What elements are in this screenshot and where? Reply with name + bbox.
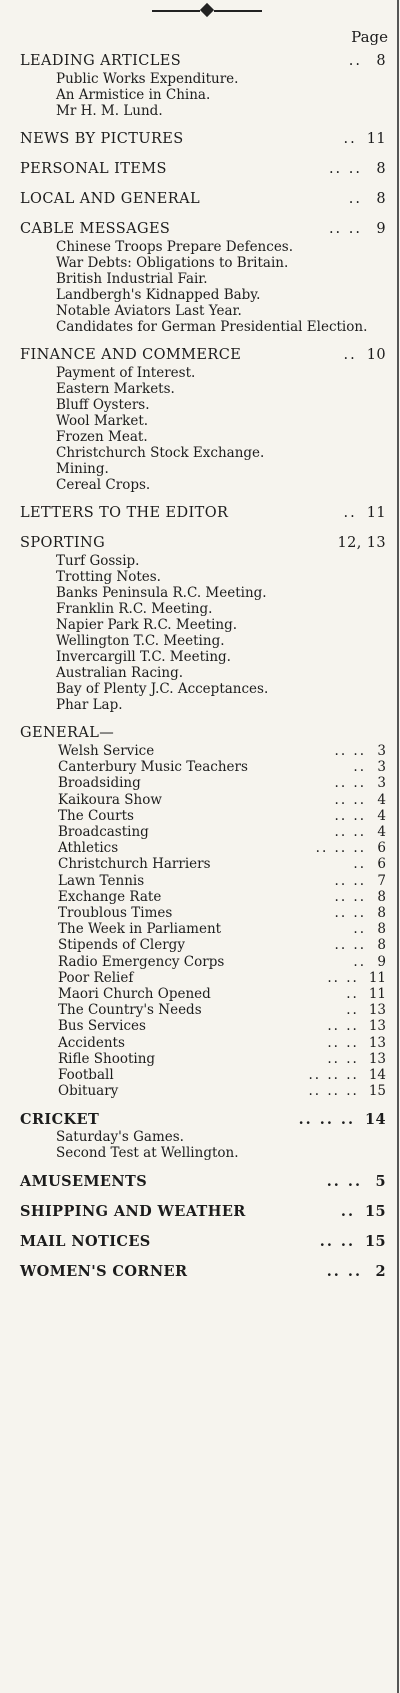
article-item[interactable]: Phar Lap. bbox=[56, 697, 123, 713]
item-title: Troublous Times bbox=[58, 905, 173, 922]
leader-dots: .. bbox=[348, 191, 362, 207]
page-number: 9 bbox=[376, 221, 386, 237]
article-item[interactable]: Wool Market. bbox=[56, 413, 149, 429]
leader-dots: .. .. bbox=[328, 221, 362, 237]
section-title: CABLE MESSAGES bbox=[20, 221, 171, 237]
page-number: 2 bbox=[375, 1263, 386, 1281]
general-item[interactable] bbox=[58, 1067, 386, 1083]
general-item[interactable] bbox=[58, 873, 386, 889]
leader-dots: .. .. bbox=[334, 807, 366, 824]
upper-sections bbox=[20, 52, 386, 713]
article-item[interactable]: Notable Aviators Last Year. bbox=[56, 303, 242, 319]
page-number: 15 bbox=[368, 1083, 386, 1100]
item-title: Kaikoura Show bbox=[58, 791, 162, 808]
section-heading[interactable] bbox=[20, 1172, 386, 1191]
leader-dots: .. bbox=[343, 347, 357, 363]
article-item[interactable]: Second Test at Wellington. bbox=[56, 1145, 239, 1162]
page-number: 15 bbox=[365, 1233, 386, 1251]
general-item[interactable] bbox=[58, 808, 386, 824]
general-item[interactable] bbox=[58, 1018, 386, 1034]
leader-dots: .. .. bbox=[334, 824, 366, 841]
general-item[interactable] bbox=[58, 775, 386, 791]
toc-section bbox=[20, 1110, 386, 1161]
section-title: FINANCE AND COMMERCE bbox=[20, 347, 242, 363]
item-title: Rifle Shooting bbox=[58, 1050, 156, 1067]
section-heading[interactable] bbox=[20, 346, 386, 365]
leader-dots: .. .. bbox=[319, 1233, 356, 1251]
page-number: 11 bbox=[368, 969, 386, 986]
article-item[interactable]: Wellington T.C. Meeting. bbox=[56, 633, 225, 649]
section-heading[interactable] bbox=[20, 190, 386, 209]
leader-dots: .. .. bbox=[327, 1018, 359, 1035]
leader-dots: .. bbox=[343, 505, 357, 521]
general-item[interactable] bbox=[58, 840, 386, 856]
leader-dots: .. .. .. bbox=[315, 840, 366, 857]
page-number: 11 bbox=[366, 505, 386, 521]
leader-dots: .. .. bbox=[326, 1173, 362, 1191]
article-item[interactable]: Bay of Plenty J.C. Acceptances. bbox=[56, 681, 269, 697]
leader-dots: .. bbox=[353, 921, 366, 938]
article-item[interactable]: Chinese Troops Prepare Defences. bbox=[56, 239, 294, 255]
leader-dots: .. .. bbox=[334, 743, 366, 759]
header-ornament bbox=[152, 4, 262, 18]
leader-dots: .. bbox=[343, 131, 357, 147]
item-title: Athletics bbox=[58, 840, 119, 857]
article-item[interactable]: Mr H. M. Lund. bbox=[56, 103, 163, 119]
lower-sections bbox=[20, 1110, 386, 1281]
leader-dots: .. .. .. bbox=[308, 1067, 359, 1084]
leader-dots: .. .. bbox=[334, 937, 366, 954]
page-number: 15 bbox=[365, 1203, 386, 1221]
section-heading[interactable] bbox=[20, 1232, 386, 1251]
leader-dots: .. bbox=[353, 759, 366, 776]
page-number: 5 bbox=[375, 1173, 386, 1191]
section-title: MAIL NOTICES bbox=[20, 1233, 151, 1251]
general-item[interactable] bbox=[58, 1002, 386, 1018]
leader-dots: .. bbox=[340, 1203, 356, 1221]
general-list bbox=[20, 743, 386, 1099]
section-heading[interactable] bbox=[20, 534, 386, 553]
item-title: Radio Emergency Corps bbox=[58, 953, 225, 970]
article-item[interactable]: Mining. bbox=[56, 461, 109, 477]
item-title: Welsh Service bbox=[58, 743, 155, 759]
article-item[interactable]: Payment of Interest. bbox=[56, 365, 196, 381]
leader-dots: .. bbox=[353, 953, 366, 970]
article-item[interactable]: Cereal Crops. bbox=[56, 477, 151, 493]
column-rule bbox=[397, 0, 399, 1693]
item-title: The Country's Needs bbox=[58, 1002, 202, 1019]
item-title: The Courts bbox=[58, 807, 134, 824]
page-number: 13 bbox=[368, 1002, 386, 1019]
general-item[interactable] bbox=[58, 1035, 386, 1051]
item-title: Maori Church Opened bbox=[58, 986, 211, 1003]
page-number: 13 bbox=[368, 1018, 386, 1035]
general-item[interactable] bbox=[58, 970, 386, 986]
general-item[interactable] bbox=[58, 759, 386, 775]
section-heading bbox=[20, 724, 386, 743]
leader-dots: .. .. bbox=[327, 1034, 359, 1051]
section-heading[interactable] bbox=[20, 1110, 386, 1129]
toc-section bbox=[20, 130, 386, 149]
section-heading[interactable] bbox=[20, 1202, 386, 1221]
page-number: 9 bbox=[377, 953, 386, 970]
article-item[interactable]: Frozen Meat. bbox=[56, 429, 148, 445]
leader-dots: .. .. bbox=[328, 161, 362, 177]
page-number: 8 bbox=[377, 921, 386, 938]
article-item[interactable]: War Debts: Obligations to Britain. bbox=[56, 255, 289, 271]
article-item[interactable]: Landbergh's Kidnapped Baby. bbox=[56, 287, 261, 303]
section-heading[interactable] bbox=[20, 52, 386, 71]
general-item[interactable] bbox=[58, 905, 386, 921]
article-item[interactable]: Napier Park R.C. Meeting. bbox=[56, 617, 238, 633]
page-number: 12, 13 bbox=[337, 535, 386, 551]
item-title: Broadcasting bbox=[58, 824, 149, 841]
general-item[interactable] bbox=[58, 1051, 386, 1067]
toc-section bbox=[20, 1172, 386, 1191]
article-item[interactable]: An Armistice in China. bbox=[56, 87, 211, 103]
section-title: LETTERS TO THE EDITOR bbox=[20, 505, 229, 521]
diamond-icon bbox=[200, 3, 214, 17]
table-of-contents bbox=[20, 52, 386, 1292]
toc-section bbox=[20, 190, 386, 209]
toc-section bbox=[20, 52, 386, 119]
article-item[interactable]: Christchurch Stock Exchange. bbox=[56, 445, 265, 461]
article-item[interactable]: Eastern Markets. bbox=[56, 381, 175, 397]
item-title: Exchange Rate bbox=[58, 888, 162, 905]
item-title: The Week in Parliament bbox=[58, 921, 222, 938]
section-heading[interactable] bbox=[20, 160, 386, 179]
page-number: 4 bbox=[377, 824, 386, 841]
article-item[interactable]: Candidates for German Presidential Election. bbox=[56, 319, 368, 335]
section-title: SHIPPING AND WEATHER bbox=[20, 1203, 246, 1221]
article-item[interactable]: Public Works Expenditure. bbox=[56, 71, 239, 87]
item-title: Christchurch Harriers bbox=[58, 856, 211, 873]
general-item[interactable] bbox=[58, 1083, 386, 1099]
general-item[interactable] bbox=[58, 954, 386, 970]
general-item[interactable] bbox=[58, 743, 386, 759]
section-title: PERSONAL ITEMS bbox=[20, 161, 167, 177]
general-item[interactable] bbox=[58, 824, 386, 840]
page-number: 8 bbox=[377, 888, 386, 905]
leader-dots: .. .. .. bbox=[298, 1111, 356, 1129]
section-title: SPORTING bbox=[20, 535, 106, 551]
page-number: 11 bbox=[368, 986, 386, 1003]
general-item[interactable] bbox=[58, 921, 386, 937]
page-number: 3 bbox=[377, 775, 386, 792]
leader-dots: .. bbox=[346, 1002, 359, 1019]
section-title: NEWS BY PICTURES bbox=[20, 131, 184, 147]
item-title: Obituary bbox=[58, 1083, 119, 1100]
article-item[interactable]: Bluff Oysters. bbox=[56, 397, 150, 413]
page-number: 13 bbox=[368, 1034, 386, 1051]
page-column-label: Page bbox=[351, 28, 388, 46]
page-number: 4 bbox=[377, 807, 386, 824]
toc-section bbox=[20, 1262, 386, 1281]
item-title: Canterbury Music Teachers bbox=[58, 759, 248, 776]
section-title: LOCAL AND GENERAL bbox=[20, 191, 200, 207]
section-heading[interactable] bbox=[20, 1262, 386, 1281]
leader-dots: .. bbox=[353, 856, 366, 873]
page-number: 8 bbox=[376, 161, 386, 177]
general-item[interactable] bbox=[58, 889, 386, 905]
page-number: 8 bbox=[377, 937, 386, 954]
page-number: 6 bbox=[377, 840, 386, 857]
toc-section bbox=[20, 220, 386, 335]
leader-dots: .. .. bbox=[327, 969, 359, 986]
page-number: 10 bbox=[366, 347, 386, 363]
page-number: 8 bbox=[376, 53, 386, 69]
article-item[interactable]: Australian Racing. bbox=[56, 665, 183, 681]
page-number: 6 bbox=[377, 856, 386, 873]
leader-dots: .. bbox=[348, 53, 362, 69]
section-heading[interactable] bbox=[20, 504, 386, 523]
leader-dots: .. .. .. bbox=[308, 1083, 359, 1100]
section-title: WOMEN'S CORNER bbox=[20, 1263, 188, 1281]
item-title: Broadsiding bbox=[58, 775, 141, 792]
section-title: CRICKET bbox=[20, 1111, 100, 1129]
toc-section bbox=[20, 1232, 386, 1251]
leader-dots: .. .. bbox=[334, 791, 366, 808]
article-item[interactable]: British Industrial Fair. bbox=[56, 271, 208, 287]
section-title: AMUSEMENTS bbox=[20, 1173, 148, 1191]
toc-section bbox=[20, 534, 386, 713]
leader-dots: .. .. bbox=[334, 888, 366, 905]
general-item[interactable] bbox=[58, 986, 386, 1002]
section-heading[interactable] bbox=[20, 130, 386, 149]
leader-dots: .. bbox=[346, 986, 359, 1003]
article-item[interactable]: Saturday's Games. bbox=[56, 1129, 184, 1146]
general-item[interactable] bbox=[58, 856, 386, 872]
item-title: Lawn Tennis bbox=[58, 872, 145, 889]
page-number: 14 bbox=[368, 1067, 386, 1084]
toc-section bbox=[20, 1202, 386, 1221]
toc-section bbox=[20, 504, 386, 523]
leader-dots: .. .. bbox=[334, 905, 366, 922]
item-title: Football bbox=[58, 1067, 114, 1084]
leader-dots: .. .. bbox=[334, 775, 366, 792]
item-title: Poor Relief bbox=[58, 969, 134, 986]
article-item[interactable]: Franklin R.C. Meeting. bbox=[56, 601, 213, 617]
article-item[interactable]: Trotting Notes. bbox=[56, 569, 161, 585]
leader-dots: .. .. bbox=[326, 1263, 362, 1281]
page-number: 3 bbox=[377, 759, 386, 776]
page-number: 7 bbox=[377, 872, 386, 889]
item-title: Accidents bbox=[58, 1034, 125, 1051]
page-number: 13 bbox=[368, 1050, 386, 1067]
page-number: 14 bbox=[365, 1111, 386, 1129]
general-section bbox=[20, 724, 386, 1099]
ornament-rule-right bbox=[214, 10, 262, 12]
general-item[interactable] bbox=[58, 937, 386, 953]
article-item[interactable]: Invercargill T.C. Meeting. bbox=[56, 649, 231, 665]
leader-dots: .. .. bbox=[334, 872, 366, 889]
section-heading[interactable] bbox=[20, 220, 386, 239]
leader-dots: .. .. bbox=[327, 1050, 359, 1067]
article-item[interactable]: Turf Gossip. bbox=[56, 553, 140, 569]
page-number: 8 bbox=[376, 191, 386, 207]
item-title: Bus Services bbox=[58, 1018, 146, 1035]
article-item[interactable]: Banks Peninsula R.C. Meeting. bbox=[56, 585, 267, 601]
ornament-rule-left bbox=[152, 10, 200, 12]
page-number: 11 bbox=[366, 131, 386, 147]
item-title: Stipends of Clergy bbox=[58, 937, 185, 954]
page-number: 3 bbox=[377, 743, 386, 759]
page-number: 8 bbox=[377, 905, 386, 922]
general-item[interactable] bbox=[58, 792, 386, 808]
toc-section bbox=[20, 346, 386, 493]
section-title: GENERAL— bbox=[20, 725, 115, 741]
page-number: 4 bbox=[377, 791, 386, 808]
section-title: LEADING ARTICLES bbox=[20, 53, 182, 69]
toc-section bbox=[20, 160, 386, 179]
